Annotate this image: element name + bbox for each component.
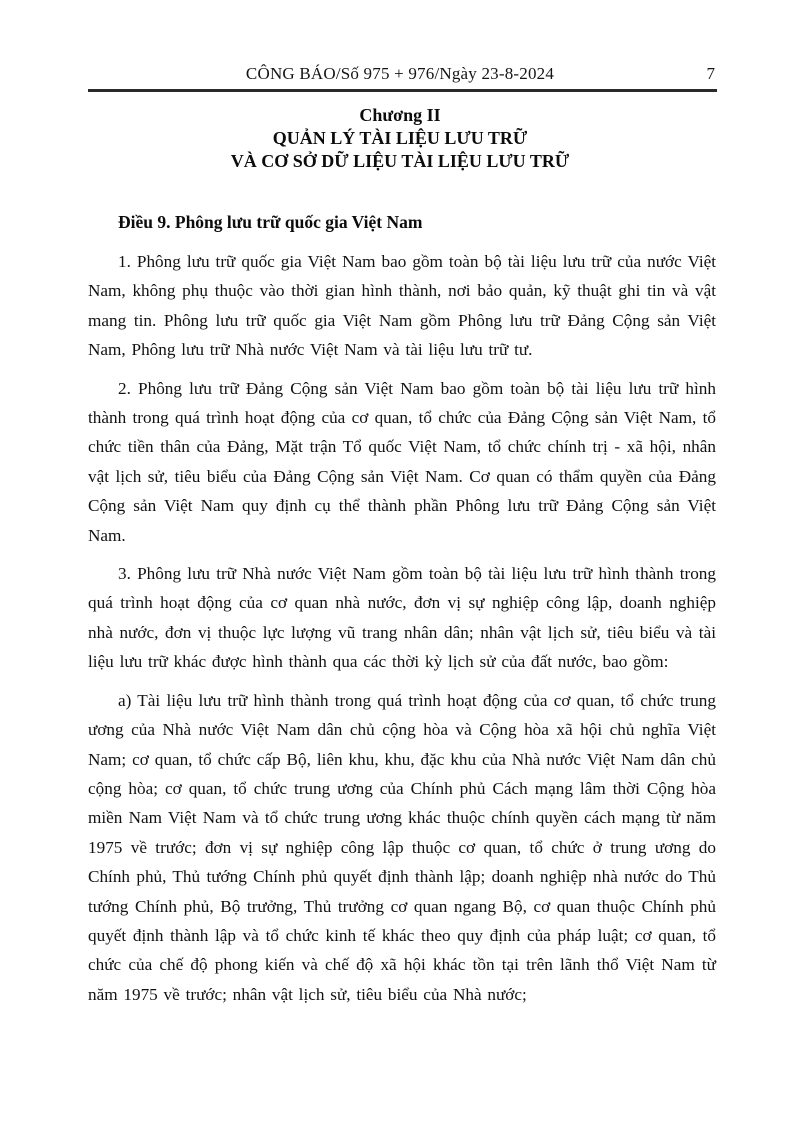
gazette-header-title: CÔNG BÁO/Số 975 + 976/Ngày 23-8-2024 [245, 64, 555, 83]
page-number: 7 [706, 64, 715, 83]
chapter-heading [0, 104, 800, 173]
article-paragraph-1: 1. Phông lưu trữ quốc gia Việt Nam bao gồm toàn bộ tài liệu lưu trữ của nước Việt Nam, không phụ thuộc vào thời gian hình thành, nơi bảo quản, kỹ thuật ghi tin và vật mang tin. Phông lưu trữ quốc gia Việt Nam gồm Phông lưu trữ Đảng Cộng sản Việt Nam, Phông lưu trữ Nhà nước Việt Nam và tài liệu lưu trữ tư. [88, 252, 716, 360]
article-heading: Điều 9. Phông lưu trữ quốc gia Việt Nam [118, 212, 423, 232]
running-header [0, 0, 800, 88]
article-paragraph-2: 2. Phông lưu trữ Đảng Cộng sản Việt Nam bao gồm toàn bộ tài liệu lưu trữ hình thành trong quá trình hoạt động của cơ quan, tổ chức của Đảng Cộng sản Việt Nam, tổ chức tiền thân của Đảng, Mặt trận Tổ quốc Việt Nam, tổ chức chính trị - xã hội, nhân vật lịch sử, tiêu biểu của Đảng Cộng sản Việt Nam. Cơ quan có thẩm quyền của Đảng Cộng sản Việt Nam quy định cụ thể thành phần Phông lưu trữ Đảng Cộng sản Việt Nam. [88, 378, 716, 545]
header-double-rule [88, 89, 717, 92]
chapter-title-line-2: VÀ CƠ SỞ DỮ LIỆU TÀI LIỆU LƯU TRỮ [230, 151, 570, 171]
chapter-title-line-1: QUẢN LÝ TÀI LIỆU LƯU TRỮ [272, 128, 528, 148]
chapter-label: Chương II [359, 105, 441, 125]
article-paragraph-4: a) Tài liệu lưu trữ hình thành trong quá trình hoạt động của cơ quan, tổ chức trung ương của Nhà nước Việt Nam dân chủ cộng hòa và Cộng hòa xã hội chủ nghĩa Việt Nam; cơ quan, tổ chức cấp Bộ, liên khu, khu, đặc khu của Nhà nước Việt Nam dân chủ cộng hòa; cơ quan, tổ chức trung ương của Chính phủ Cách mạng lâm thời Cộng hòa miền Nam Việt Nam và tổ chức trung ương khác thuộc chính quyền cách mạng từ năm 1975 về trước; đơn vị sự nghiệp công lập thuộc cơ quan, tổ chức ở trung ương do Chính phủ, Thủ tướng Chính phủ quyết định thành lập; doanh nghiệp nhà nước do Thủ tướng Chính phủ, Bộ trưởng, Thủ trưởng cơ quan ngang Bộ, cơ quan thuộc Chính phủ quyết định thành lập và tổ chức kinh tế khác theo quy định của pháp luật; cơ quan, tổ chức của chế độ phong kiến và chế độ xã hội khác tồn tại trên lãnh thổ Việt Nam từ năm 1975 về trước; nhân vật lịch sử, tiêu biểu của Nhà nước; [88, 690, 716, 1004]
article-body [88, 247, 716, 1009]
article-paragraph-3: 3. Phông lưu trữ Nhà nước Việt Nam gồm toàn bộ tài liệu lưu trữ hình thành trong quá trình hoạt động của cơ quan nhà nước, đơn vị sự nghiệp công lập, doanh nghiệp nhà nước, đơn vị thuộc lực lượng vũ trang nhân dân; nhân vật lịch sử, tiêu biểu và tài liệu lưu trữ khác được hình thành qua các thời kỳ lịch sử của đất nước, bao gồm: [88, 564, 716, 672]
